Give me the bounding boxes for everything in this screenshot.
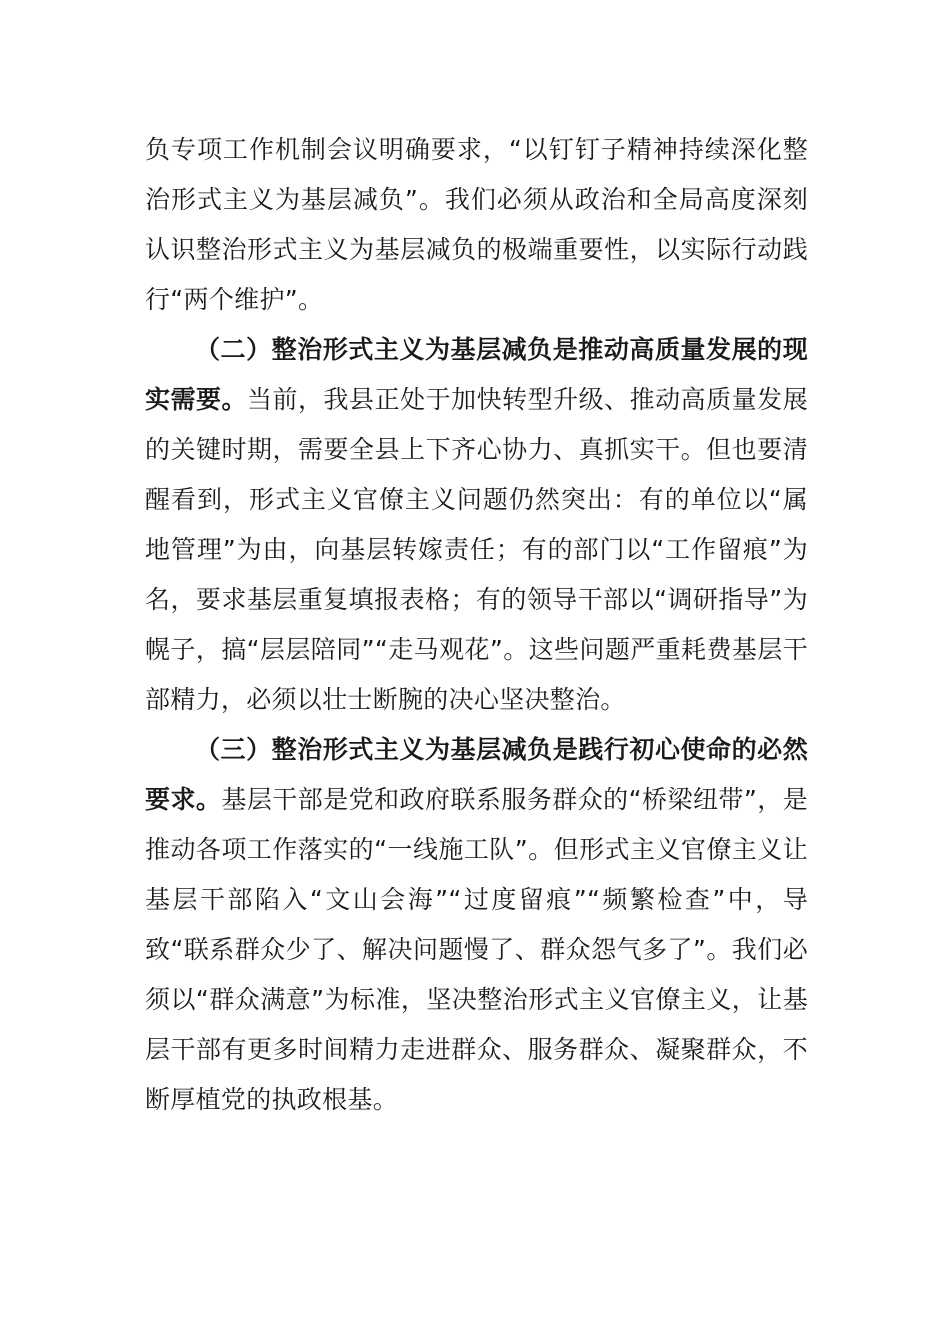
- paragraph-text: 负专项工作机制会议明确要求，“以钉钉子精神持续深化整治形式主义为基层减负”。我们必须从政治和全局高度深刻认识整治形式主义为基层减负的极端重要性，以实际行动践行“两个维护”。: [145, 135, 808, 314]
- paragraph-continuation: [145, 125, 808, 325]
- paragraph-section-2: [145, 325, 808, 725]
- section-heading: （二）整治形式主义为基层减负是推动高质量发展的现实需要。: [145, 335, 808, 414]
- paragraph-text: 基层干部是党和政府联系服务群众的“桥梁纽带”，是推动各项工作落实的“一线施工队”。但形式主义官僚主义让基层干部陷入“文山会海”“过度留痕”“频繁检查”中，导致“联系群众少了、解决问题慢了、群众怨气多了”。我们必须以“群众满意”为标准，坚决整治形式主义官僚主义，让基层干部有更多时间精力走进群众、服务群众、凝聚群众，不断厚植党的执政根基。: [145, 785, 809, 1114]
- paragraph-section-3: [145, 725, 808, 1125]
- paragraph-text: 当前，我县正处于加快转型升级、推动高质量发展的关键时期，需要全县上下齐心协力、真抓实干。但也要清醒看到，形式主义官僚主义问题仍然突出：有的单位以“属地管理”为由，向基层转嫁责任；有的部门以“工作留痕”为名，要求基层重复填报表格；有的领导干部以“调研指导”为幌子，搞“层层陪同”“走马观花”。这些问题严重耗费基层干部精力，必须以壮士断腕的决心坚决整治。: [145, 385, 808, 714]
- section-heading: （三）整治形式主义为基层减负是践行初心使命的必然要求。: [145, 735, 808, 814]
- document-body: [145, 125, 808, 1125]
